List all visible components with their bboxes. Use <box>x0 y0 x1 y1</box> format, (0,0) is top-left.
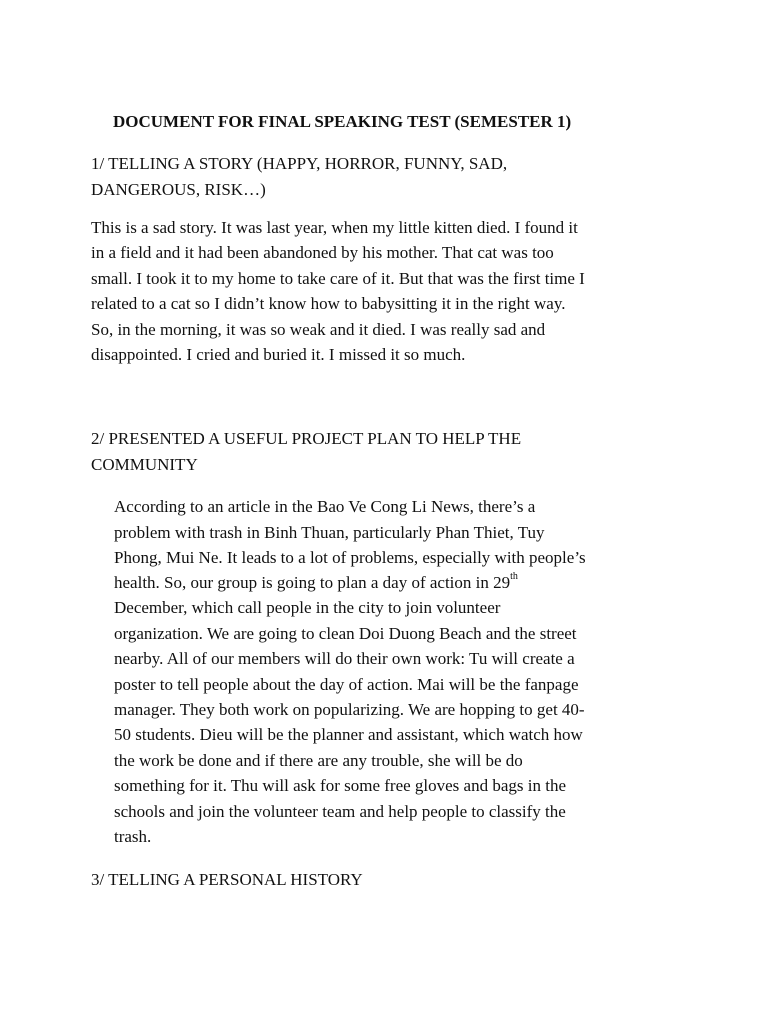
section-2-body-line: something for it. Thu will ask for some free gloves and bags in the <box>114 776 566 795</box>
section-1-body-line: small. I took it to my home to take care of it. But that was the first time I <box>91 269 585 288</box>
section-2-heading-line-2: COMMUNITY <box>91 455 198 474</box>
section-1-body-line: So, in the morning, it was so weak and it died. I was really sad and <box>91 320 546 339</box>
section-2-body-line: the work be done and if there are any trouble, she will be do <box>114 751 523 770</box>
section-2-body-line: 50 students. Dieu will be the planner and assistant, which watch how <box>114 725 583 744</box>
section-2-heading-line-1: 2/ PRESENTED A USEFUL PROJECT PLAN TO HELP THE <box>91 429 522 448</box>
section-1-body-line: related to a cat so I didn’t know how to babysitting it in the right way. <box>91 294 566 313</box>
section-2-body-line: nearby. All of our members will do their own work: Tu will create a <box>114 649 575 668</box>
ordinal-superscript: th <box>510 571 518 583</box>
section-1-body-line: This is a sad story. It was last year, when my little kitten died. I found it <box>91 218 578 237</box>
section-2-body-line: Phong, Mui Ne. It leads to a lot of problems, especially with people’s <box>114 548 586 567</box>
section-2-body-line: December, which call people in the city to join volunteer <box>114 598 501 617</box>
section-2-body-line: trash. <box>114 827 152 846</box>
section-1-body-line: in a field and it had been abandoned by his mother. That cat was too <box>91 243 554 262</box>
document-title: DOCUMENT FOR FINAL SPEAKING TEST (SEMESTER 1) <box>113 112 572 131</box>
section-2-body-line-text: health. So, our group is going to plan a day of action in 29 <box>114 573 511 592</box>
section-3-heading: 3/ TELLING A PERSONAL HISTORY <box>91 870 363 889</box>
section-1-body-line: disappointed. I cried and buried it. I missed it so much. <box>91 345 466 364</box>
section-2-body-line: schools and join the volunteer team and help people to classify the <box>114 802 566 821</box>
section-1-heading-line-1: 1/ TELLING A STORY (HAPPY, HORROR, FUNNY, SAD, <box>91 154 508 173</box>
section-2-body-line: poster to tell people about the day of action. Mai will be the fanpage <box>114 675 579 694</box>
section-2-body-line-with-superscript <box>114 570 518 596</box>
section-2-body-line: problem with trash in Binh Thuan, particularly Phan Thiet, Tuy <box>114 523 545 542</box>
section-2-body-line: manager. They both work on popularizing. We are hopping to get 40- <box>114 700 585 719</box>
section-2-body-line: organization. We are going to clean Doi Duong Beach and the street <box>114 624 577 643</box>
section-1-heading-line-2: DANGEROUS, RISK…) <box>91 180 266 199</box>
section-2-body-line: According to an article in the Bao Ve Cong Li News, there’s a <box>114 497 536 516</box>
